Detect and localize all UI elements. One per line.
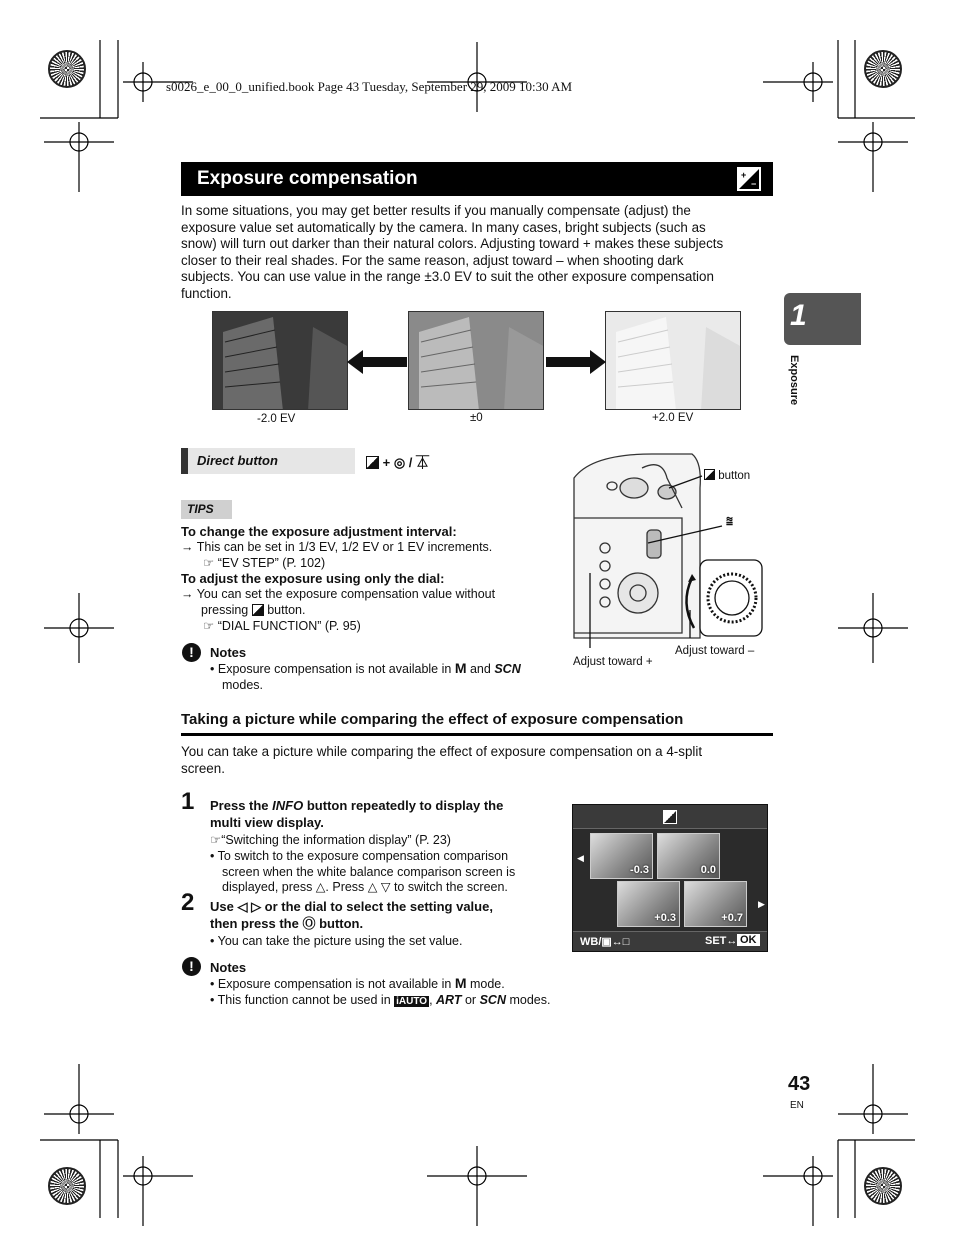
section-title-bar xyxy=(181,162,773,196)
adjust-minus-label: Adjust toward – xyxy=(675,645,755,657)
arrow-left-icon xyxy=(347,350,409,374)
svg-text:+: + xyxy=(741,170,747,180)
step-number: 2 xyxy=(181,889,195,916)
step-1-instruction: Press the INFO button repeatedly to display the multi view display. xyxy=(210,798,504,830)
chapter-tab: 1 xyxy=(784,293,861,345)
mode-art: ART xyxy=(436,992,462,1007)
direct-button-box: Direct button xyxy=(181,448,355,474)
mode-scn: SCN xyxy=(479,992,506,1007)
section-title: Exposure compensation xyxy=(197,168,418,189)
tips-badge: TIPS xyxy=(181,500,232,519)
intro-line: snow) will turn out darker than their natural colors. Adjusting toward + makes these subjects xyxy=(181,236,724,251)
scroll-right-icon: ▶ xyxy=(758,899,765,909)
preview-thumb: +0.7 xyxy=(684,881,747,927)
intro-line: exposure value set automatically by the camera. In many cases, bright subjects (such as xyxy=(181,219,706,235)
exposure-compensation-icon xyxy=(252,604,264,616)
tips-block xyxy=(181,524,561,635)
exposure-compensation-icon xyxy=(366,456,379,469)
screen-header xyxy=(573,805,767,829)
dial-icon: ⩰ xyxy=(726,514,734,528)
step-2-instruction: Use ◁ ▷ or the dial to select the setting value, then press the Ⓞ button. xyxy=(210,899,493,931)
photo-caption: +2.0 EV xyxy=(652,412,694,424)
book-header: s0026_e_00_0_unified.book Page 43 Tuesday, September 29, 2009 10:30 AM xyxy=(166,79,573,94)
photo-caption: -2.0 EV xyxy=(257,413,296,425)
notes-icon: ! xyxy=(182,643,201,662)
tip-heading: To change the exposure adjustment interval: xyxy=(181,524,457,539)
preview-thumb: 0.0 xyxy=(657,833,720,879)
intro-line: subjects. You can use value in the range ±3.0 EV to suit the other exposure compensation xyxy=(181,269,714,284)
tip-heading: To adjust the exposure using only the dial: xyxy=(181,571,445,587)
photo-caption: ±0 xyxy=(470,412,483,424)
notes-icon: ! xyxy=(182,957,201,976)
arrow-right-icon xyxy=(544,350,606,374)
combo-text: + ◎ / xyxy=(382,455,413,470)
language-code: EN xyxy=(790,1100,804,1111)
adjust-plus-label: Adjust toward + xyxy=(573,656,653,668)
mode-m: M xyxy=(454,660,467,676)
exposure-compensation-icon xyxy=(704,469,715,480)
subsection-rule xyxy=(181,733,773,736)
tip-ref: ☞ “DIAL FUNCTION” (P. 95) xyxy=(203,618,361,633)
photo-minus-2ev xyxy=(212,311,348,410)
subsection-intro: You can take a picture while comparing the effect of exposure compensation on a 4-split screen. xyxy=(181,744,703,776)
reference-icon: ☞ xyxy=(210,833,222,847)
screen-footer: WB/▣↔□ SET↔ OK xyxy=(573,931,767,951)
mode-scn: SCN xyxy=(494,662,521,676)
intro-line: closer to their real shades. For the same reason, adjust toward – when shooting dark xyxy=(181,252,684,268)
preview-thumb: +0.3 xyxy=(617,881,680,927)
notes-body: • Exposure compensation is not available in M and SCN modes. xyxy=(210,660,521,692)
notes-title: Notes xyxy=(210,960,247,975)
chapter-label: Exposure xyxy=(788,355,800,406)
exposure-compensation-icon xyxy=(663,810,677,824)
photo-plus-2ev xyxy=(605,311,741,410)
tip-line: → You can set the exposure compensation value without xyxy=(181,587,496,602)
preview-thumb: -0.3 xyxy=(590,833,653,879)
photo-zero-ev xyxy=(408,311,544,410)
step-number: 1 xyxy=(181,788,195,815)
svg-text:−: − xyxy=(751,179,757,189)
notes-title: Notes xyxy=(210,645,247,660)
exposure-compensation-icon xyxy=(737,167,761,191)
tip-ref: ☞ “EV STEP” (P. 102) xyxy=(203,555,326,570)
multi-view-screen xyxy=(572,804,768,952)
mode-iauto: iAUTO xyxy=(396,995,428,1007)
diagram-button-label: button xyxy=(704,469,750,482)
subsection-title: Taking a picture while comparing the effect of exposure compensation xyxy=(181,711,684,728)
tip-line: pressing button. xyxy=(201,602,306,617)
ok-badge: OK xyxy=(737,934,760,946)
info-button-label: INFO xyxy=(272,798,304,813)
direct-button-combo xyxy=(366,452,429,471)
mode-m: M xyxy=(454,975,467,991)
intro-line: function. xyxy=(181,285,232,301)
notes-body: • Exposure compensation is not available in M mode. • This function cannot be used in iAUTO , ART or SCN modes. xyxy=(210,975,551,1007)
dial-icon: ⏄ xyxy=(416,455,430,470)
reference-icon: ☞ xyxy=(203,555,215,570)
page-number: 43 xyxy=(788,1073,811,1095)
scroll-left-icon: ◀ xyxy=(577,853,584,863)
intro-line: In some situations, you may get better results if you manually compensate (adjust) the xyxy=(181,203,691,218)
step-2-details: • You can take the picture using the set value. xyxy=(210,934,463,948)
reference-icon: ☞ xyxy=(203,618,215,633)
intro-paragraph xyxy=(181,203,776,302)
step-1-details: ☞“Switching the information display” (P. 23) • To switch to the exposure compensation comparison screen when the white balance comparison screen is displayed, press △. Press △ ▽ to switch the screen. xyxy=(210,833,516,895)
tip-line: → This can be set in 1/3 EV, 1/2 EV or 1 EV increments. xyxy=(181,539,493,554)
